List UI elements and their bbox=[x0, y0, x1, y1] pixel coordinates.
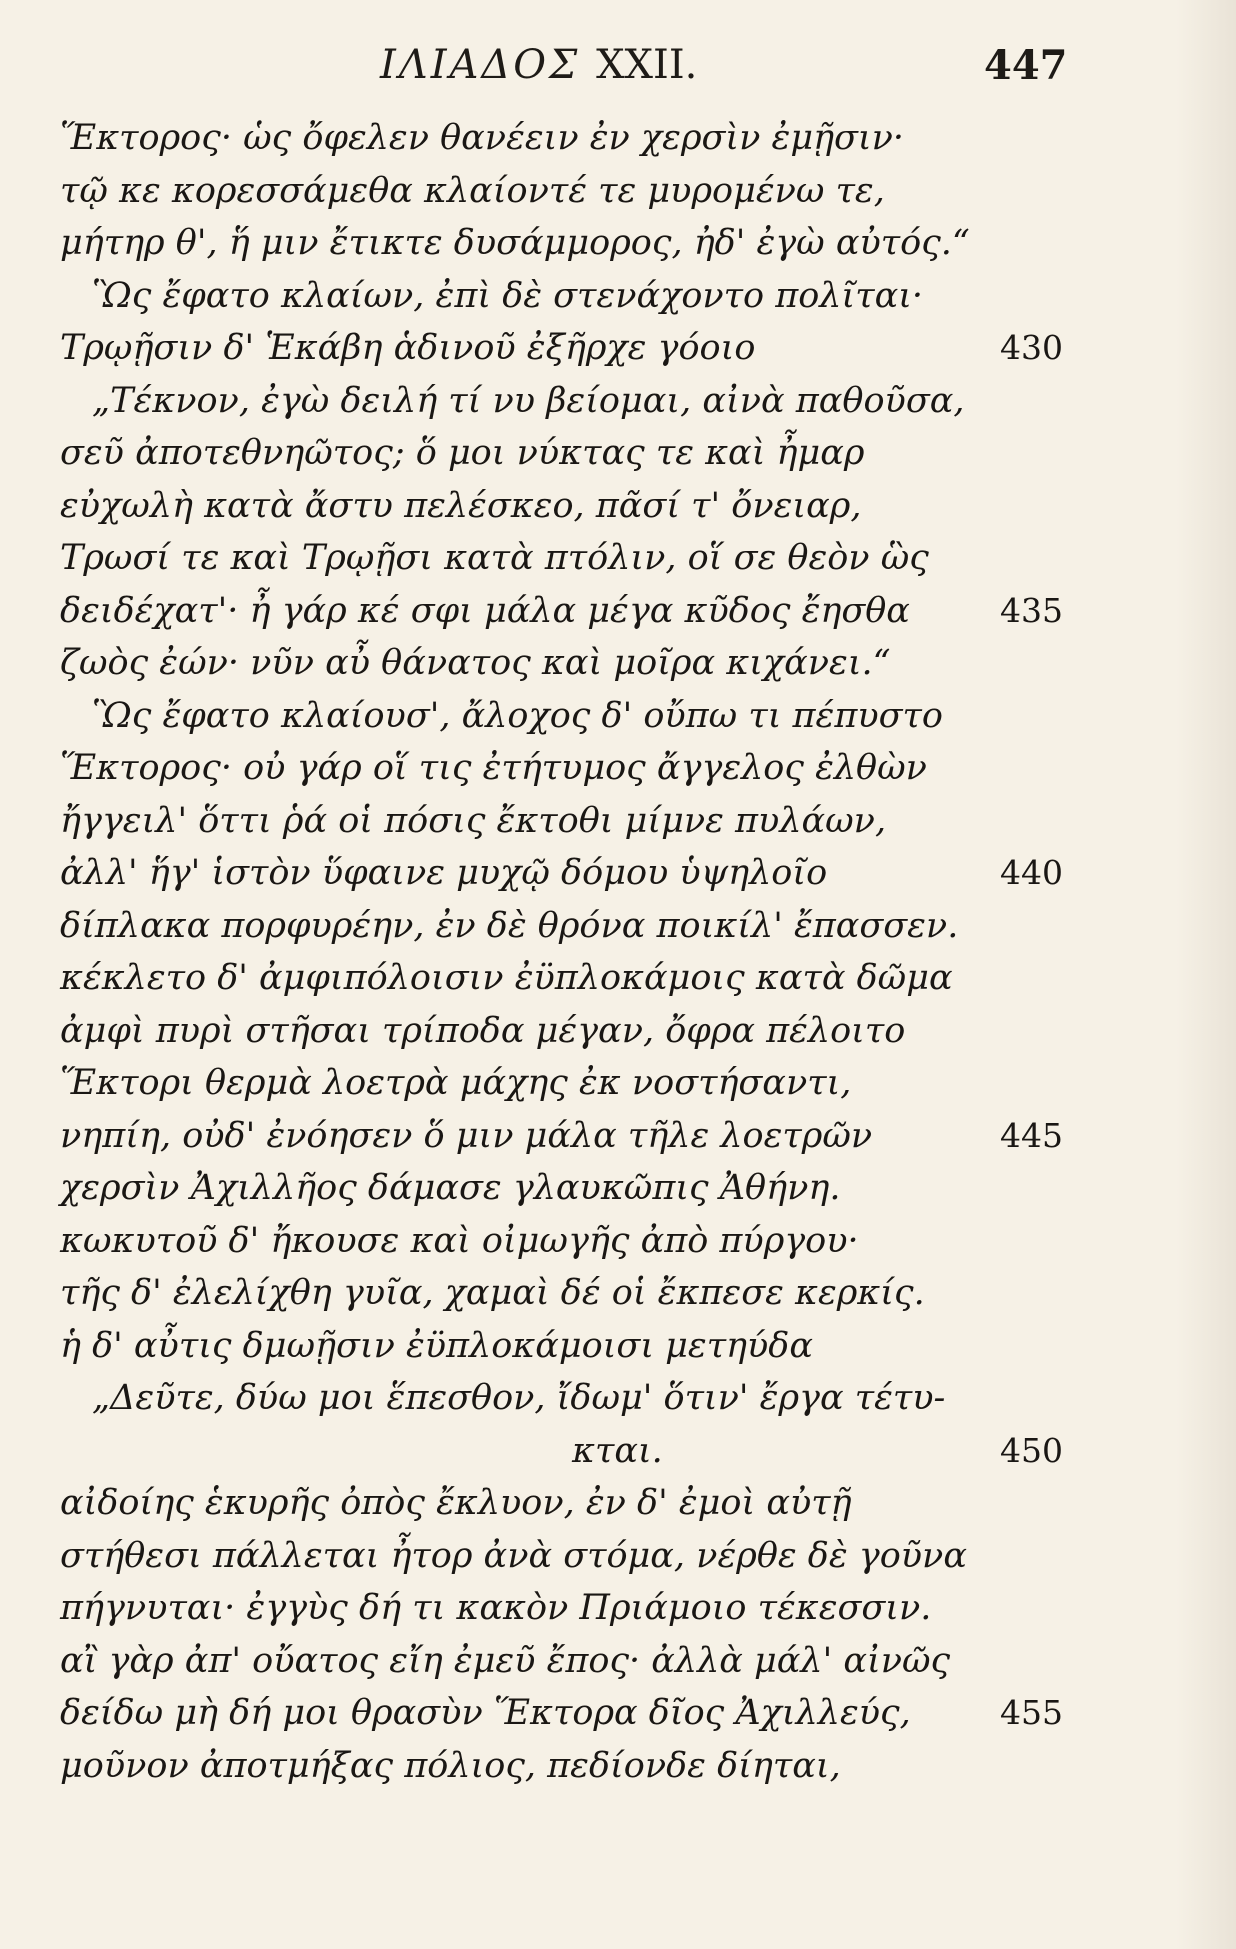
verse-line bbox=[0, 1530, 1236, 1583]
verse-text: ἀλλ' ἥγ' ἱστὸν ὕφαινε μυχῷ δόμου ὑψηλοῖο bbox=[60, 853, 828, 893]
verse-text: εὐχωλὴ κατὰ ἄστυ πελέσκεο, πᾶσί τ' ὄνειαρ, bbox=[60, 485, 862, 526]
verse-text: „Τέκνον, ἐγὼ δειλή τί νυ βείομαι, αἰνὰ παθοῦσα, bbox=[92, 380, 965, 421]
verse-line bbox=[0, 1372, 1236, 1425]
verse-text: Ἕκτορος· ὡς ὄφελεν θανέειν ἐν χερσὶν ἐμῇσιν· bbox=[60, 118, 905, 158]
line-number: 435 bbox=[1000, 590, 1063, 630]
verse-line bbox=[0, 322, 1236, 375]
verse-line bbox=[0, 532, 1236, 585]
verse-text: δείδω μὴ δή μοι θρασὺν Ἕκτορα δῖος Ἀχιλλεύς, bbox=[60, 1693, 911, 1733]
verse-line bbox=[0, 480, 1236, 533]
page-number: 447 bbox=[984, 42, 1068, 89]
verse-text: δίπλακα πορφυρέην, ἐν δὲ θρόνα ποικίλ' ἔπασσεν. bbox=[60, 905, 959, 946]
verse-line bbox=[0, 1425, 1236, 1478]
verse-line bbox=[0, 1477, 1236, 1530]
verse-text: κέκλετο δ' ἀμφιπόλοισιν ἐϋπλοκάμοις κατὰ δῶμα bbox=[60, 958, 953, 998]
verse-line bbox=[0, 1005, 1236, 1058]
verse-text: „Δεῦτε, δύω μοι ἕπεσθον, ἴδωμ' ὅτιν' ἔργα τέτυ- bbox=[92, 1378, 946, 1418]
verse-line bbox=[0, 375, 1236, 428]
verse-text: τῆς δ' ἐλελίχθη γυῖα, χαμαὶ δέ οἱ ἔκπεσε κερκίς. bbox=[60, 1273, 925, 1313]
verse-text: στήθεσι πάλλεται ἦτορ ἀνὰ στόμα, νέρθε δὲ γοῦνα bbox=[60, 1535, 967, 1576]
verse-text: ἀμφὶ πυρὶ στῆσαι τρίποδα μέγαν, ὄφρα πέλοιτο bbox=[60, 1010, 906, 1051]
verse-text: δειδέχατ'· ἦ γάρ κέ σφι μάλα μέγα κῦδος ἔησθα bbox=[60, 590, 910, 631]
verse-line bbox=[0, 847, 1236, 900]
verse-text: Ὣς ἔφατο κλαίουσ', ἄλοχος δ' οὔπω τι πέπυστο bbox=[92, 695, 943, 736]
verse-line bbox=[0, 952, 1236, 1005]
verse-line bbox=[0, 217, 1236, 270]
verse-line bbox=[0, 742, 1236, 795]
line-number: 440 bbox=[1000, 853, 1063, 892]
page-header bbox=[0, 30, 1236, 90]
verse-text: ἤγγειλ' ὅττι ῥά οἱ πόσις ἔκτοθι μίμνε πυλάων, bbox=[60, 800, 887, 841]
verse-line bbox=[0, 1687, 1236, 1740]
line-number: 455 bbox=[1000, 1693, 1063, 1732]
verse-text: χερσὶν Ἀχιλλῆος δάμασε γλαυκῶπις Ἀθήνη. bbox=[60, 1168, 841, 1208]
verse-text: ἡ δ' αὖτις δμωῇσιν ἐϋπλοκάμοισι μετηύδα bbox=[60, 1325, 814, 1366]
verse-line bbox=[0, 112, 1236, 165]
verse-line bbox=[0, 795, 1236, 848]
line-number: 445 bbox=[1000, 1115, 1063, 1155]
verse-text-block bbox=[0, 112, 1236, 1792]
verse-line bbox=[0, 1740, 1236, 1793]
verse-line bbox=[0, 1267, 1236, 1320]
verse-text: Ὣς ἔφατο κλαίων, ἐπὶ δὲ στενάχοντο πολῖται· bbox=[92, 275, 924, 316]
verse-line bbox=[0, 1582, 1236, 1635]
verse-text: Τρωσί τε καὶ Τρῳῇσι κατὰ πτόλιν, οἵ σε θεὸν ὣς bbox=[60, 538, 929, 578]
verse-text: νηπίη, οὐδ' ἐνόησεν ὅ μιν μάλα τῆλε λοετρῶν bbox=[60, 1115, 873, 1156]
verse-text: σεῦ ἀποτεθνηῶτος; ὅ μοι νύκτας τε καὶ ἦμαρ bbox=[60, 433, 865, 473]
verse-line bbox=[0, 165, 1236, 218]
verse-line bbox=[0, 270, 1236, 323]
verse-line bbox=[0, 427, 1236, 480]
verse-line bbox=[0, 1110, 1236, 1163]
verse-line bbox=[0, 1320, 1236, 1373]
verse-text: πήγνυται· ἐγγὺς δή τι κακὸν Πριάμοιο τέκεσσιν. bbox=[60, 1588, 932, 1628]
verse-line bbox=[0, 1162, 1236, 1215]
verse-line bbox=[0, 637, 1236, 690]
verse-text: μήτηρ θ', ἥ μιν ἔτικτε δυσάμμορος, ἠδ' ἐγὼ αὐτός.“ bbox=[60, 223, 970, 263]
verse-line bbox=[0, 1215, 1236, 1268]
running-title-text: ΙΛΙΑΔΟΣ bbox=[380, 42, 581, 88]
verse-text: Ἕκτορος· οὐ γάρ οἵ τις ἐτήτυμος ἄγγελος ἐλθὼν bbox=[60, 748, 927, 788]
verse-text: Ἕκτορι θερμὰ λοετρὰ μάχης ἐκ νοστήσαντι, bbox=[60, 1063, 852, 1103]
running-title bbox=[380, 42, 697, 88]
verse-text: κωκυτοῦ δ' ἤκουσε καὶ οἰμωγῆς ἀπὸ πύργου· bbox=[60, 1220, 859, 1261]
line-number: 450 bbox=[1000, 1430, 1063, 1470]
verse-text: μοῦνον ἀποτμήξας πόλιος, πεδίονδε δίηται, bbox=[60, 1745, 841, 1786]
verse-line bbox=[0, 585, 1236, 638]
verse-line bbox=[0, 900, 1236, 953]
verse-line bbox=[0, 690, 1236, 743]
verse-line bbox=[0, 1635, 1236, 1688]
book-number: XXII. bbox=[596, 42, 698, 88]
verse-text: κται. bbox=[572, 1430, 663, 1471]
verse-text: αἲ γὰρ ἀπ' οὔατος εἴη ἐμεῦ ἔπος· ἀλλὰ μάλ' αἰνῶς bbox=[60, 1640, 951, 1681]
verse-text: Τρῳῇσιν δ' Ἑκάβη ἁδινοῦ ἐξῆρχε γόοιο bbox=[60, 328, 756, 368]
verse-text: τῷ κε κορεσσάμεθα κλαίοντέ τε μυρομένω τε, bbox=[60, 170, 885, 211]
verse-text: ζωὸς ἐών· νῦν αὖ θάνατος καὶ μοῖρα κιχάνει.“ bbox=[60, 643, 891, 683]
line-number: 430 bbox=[1000, 328, 1063, 367]
verse-line bbox=[0, 1057, 1236, 1110]
verse-text: αἰδοίης ἑκυρῆς ὀπὸς ἔκλυον, ἐν δ' ἐμοὶ αὐτῇ bbox=[60, 1483, 852, 1523]
